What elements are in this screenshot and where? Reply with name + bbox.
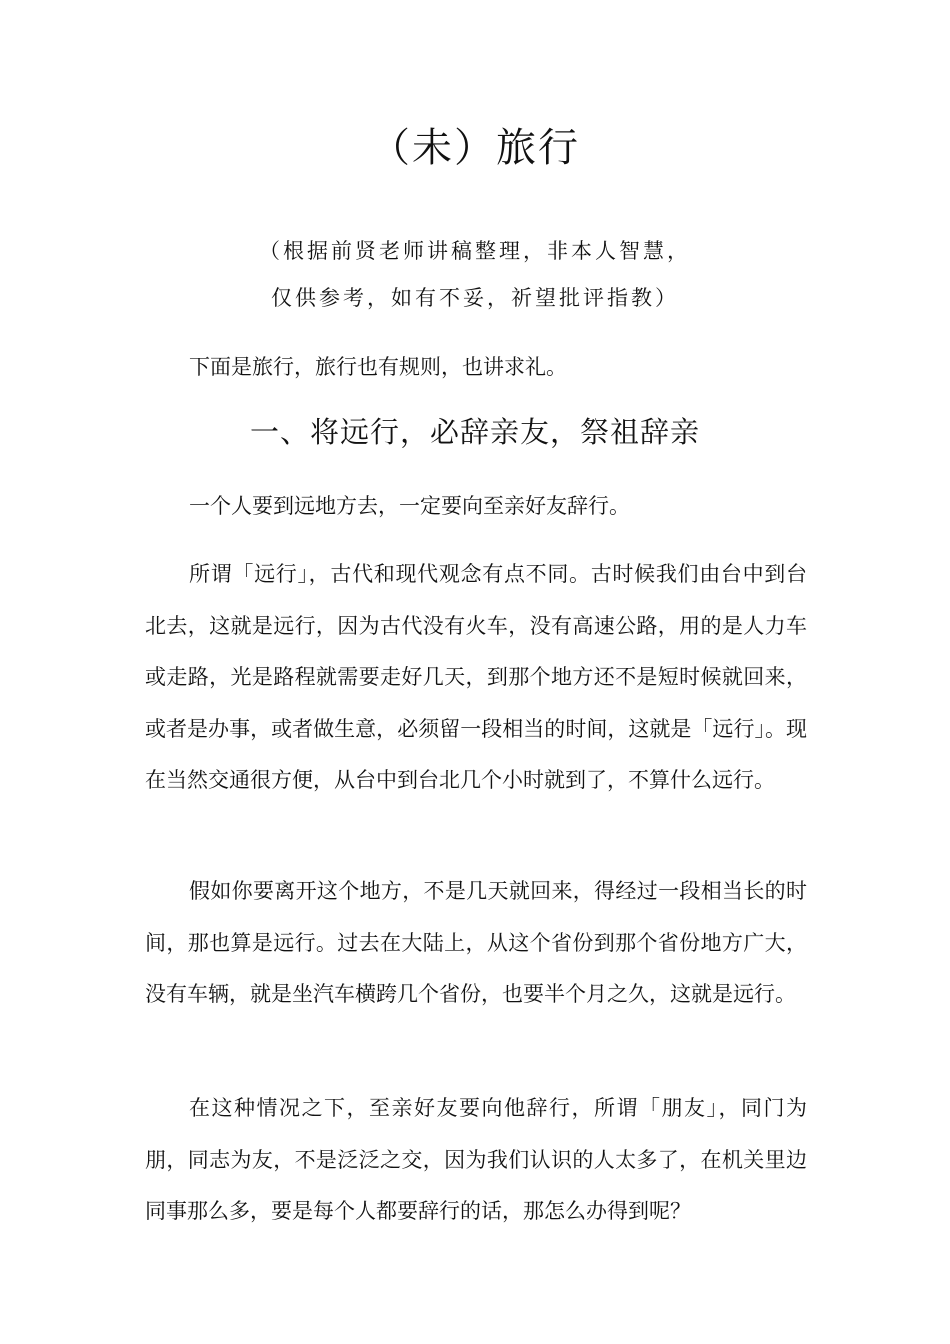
section-heading: 一、将远行，必辞亲友，祭祖辞亲 xyxy=(249,415,700,449)
source-note-line-1: （根据前贤老师讲稿整理，非本人智慧， xyxy=(259,239,691,263)
intro-paragraph: 下面是旅行，旅行也有规则，也讲求礼。 xyxy=(189,355,567,379)
source-note-line-2: 仅供参考，如有不妥，祈望批评指教） xyxy=(271,286,679,310)
body-paragraph: 所谓「远行」，古代和现代观念有点不同。古时候我们由台中到台北去，这就是远行，因为古代没有火车，没有高速公路，用的是人力车或走路，光是路程就需要走好几天，到那个地方还不是短时候就回来，或者是办事，或者做生意，必须留一段相当的时间，这就是「远行」。现在当然交通很方便，从台中到台北几个小时就到了，不算什么远行。 xyxy=(145,562,807,792)
body-paragraph: 在这种情况之下，至亲好友要向他辞行，所谓「朋友」，同门为朋，同志为友，不是泛泛之交，因为我们认识的人太多了，在机关里边同事那么多，要是每个人都要辞行的话，那怎么办得到呢？ xyxy=(145,1096,807,1223)
body-paragraph: 假如你要离开这个地方，不是几天就回来，得经过一段相当长的时间，那也算是远行。过去在大陆上，从这个省份到那个省份地方广大，没有车辆，就是坐汽车横跨几个省份，也要半个月之久，这就是远行。 xyxy=(145,879,807,1006)
document-title: （未）旅行 xyxy=(370,125,580,171)
body-paragraph: 一个人要到远地方去，一定要向至亲好友辞行。 xyxy=(189,494,630,518)
